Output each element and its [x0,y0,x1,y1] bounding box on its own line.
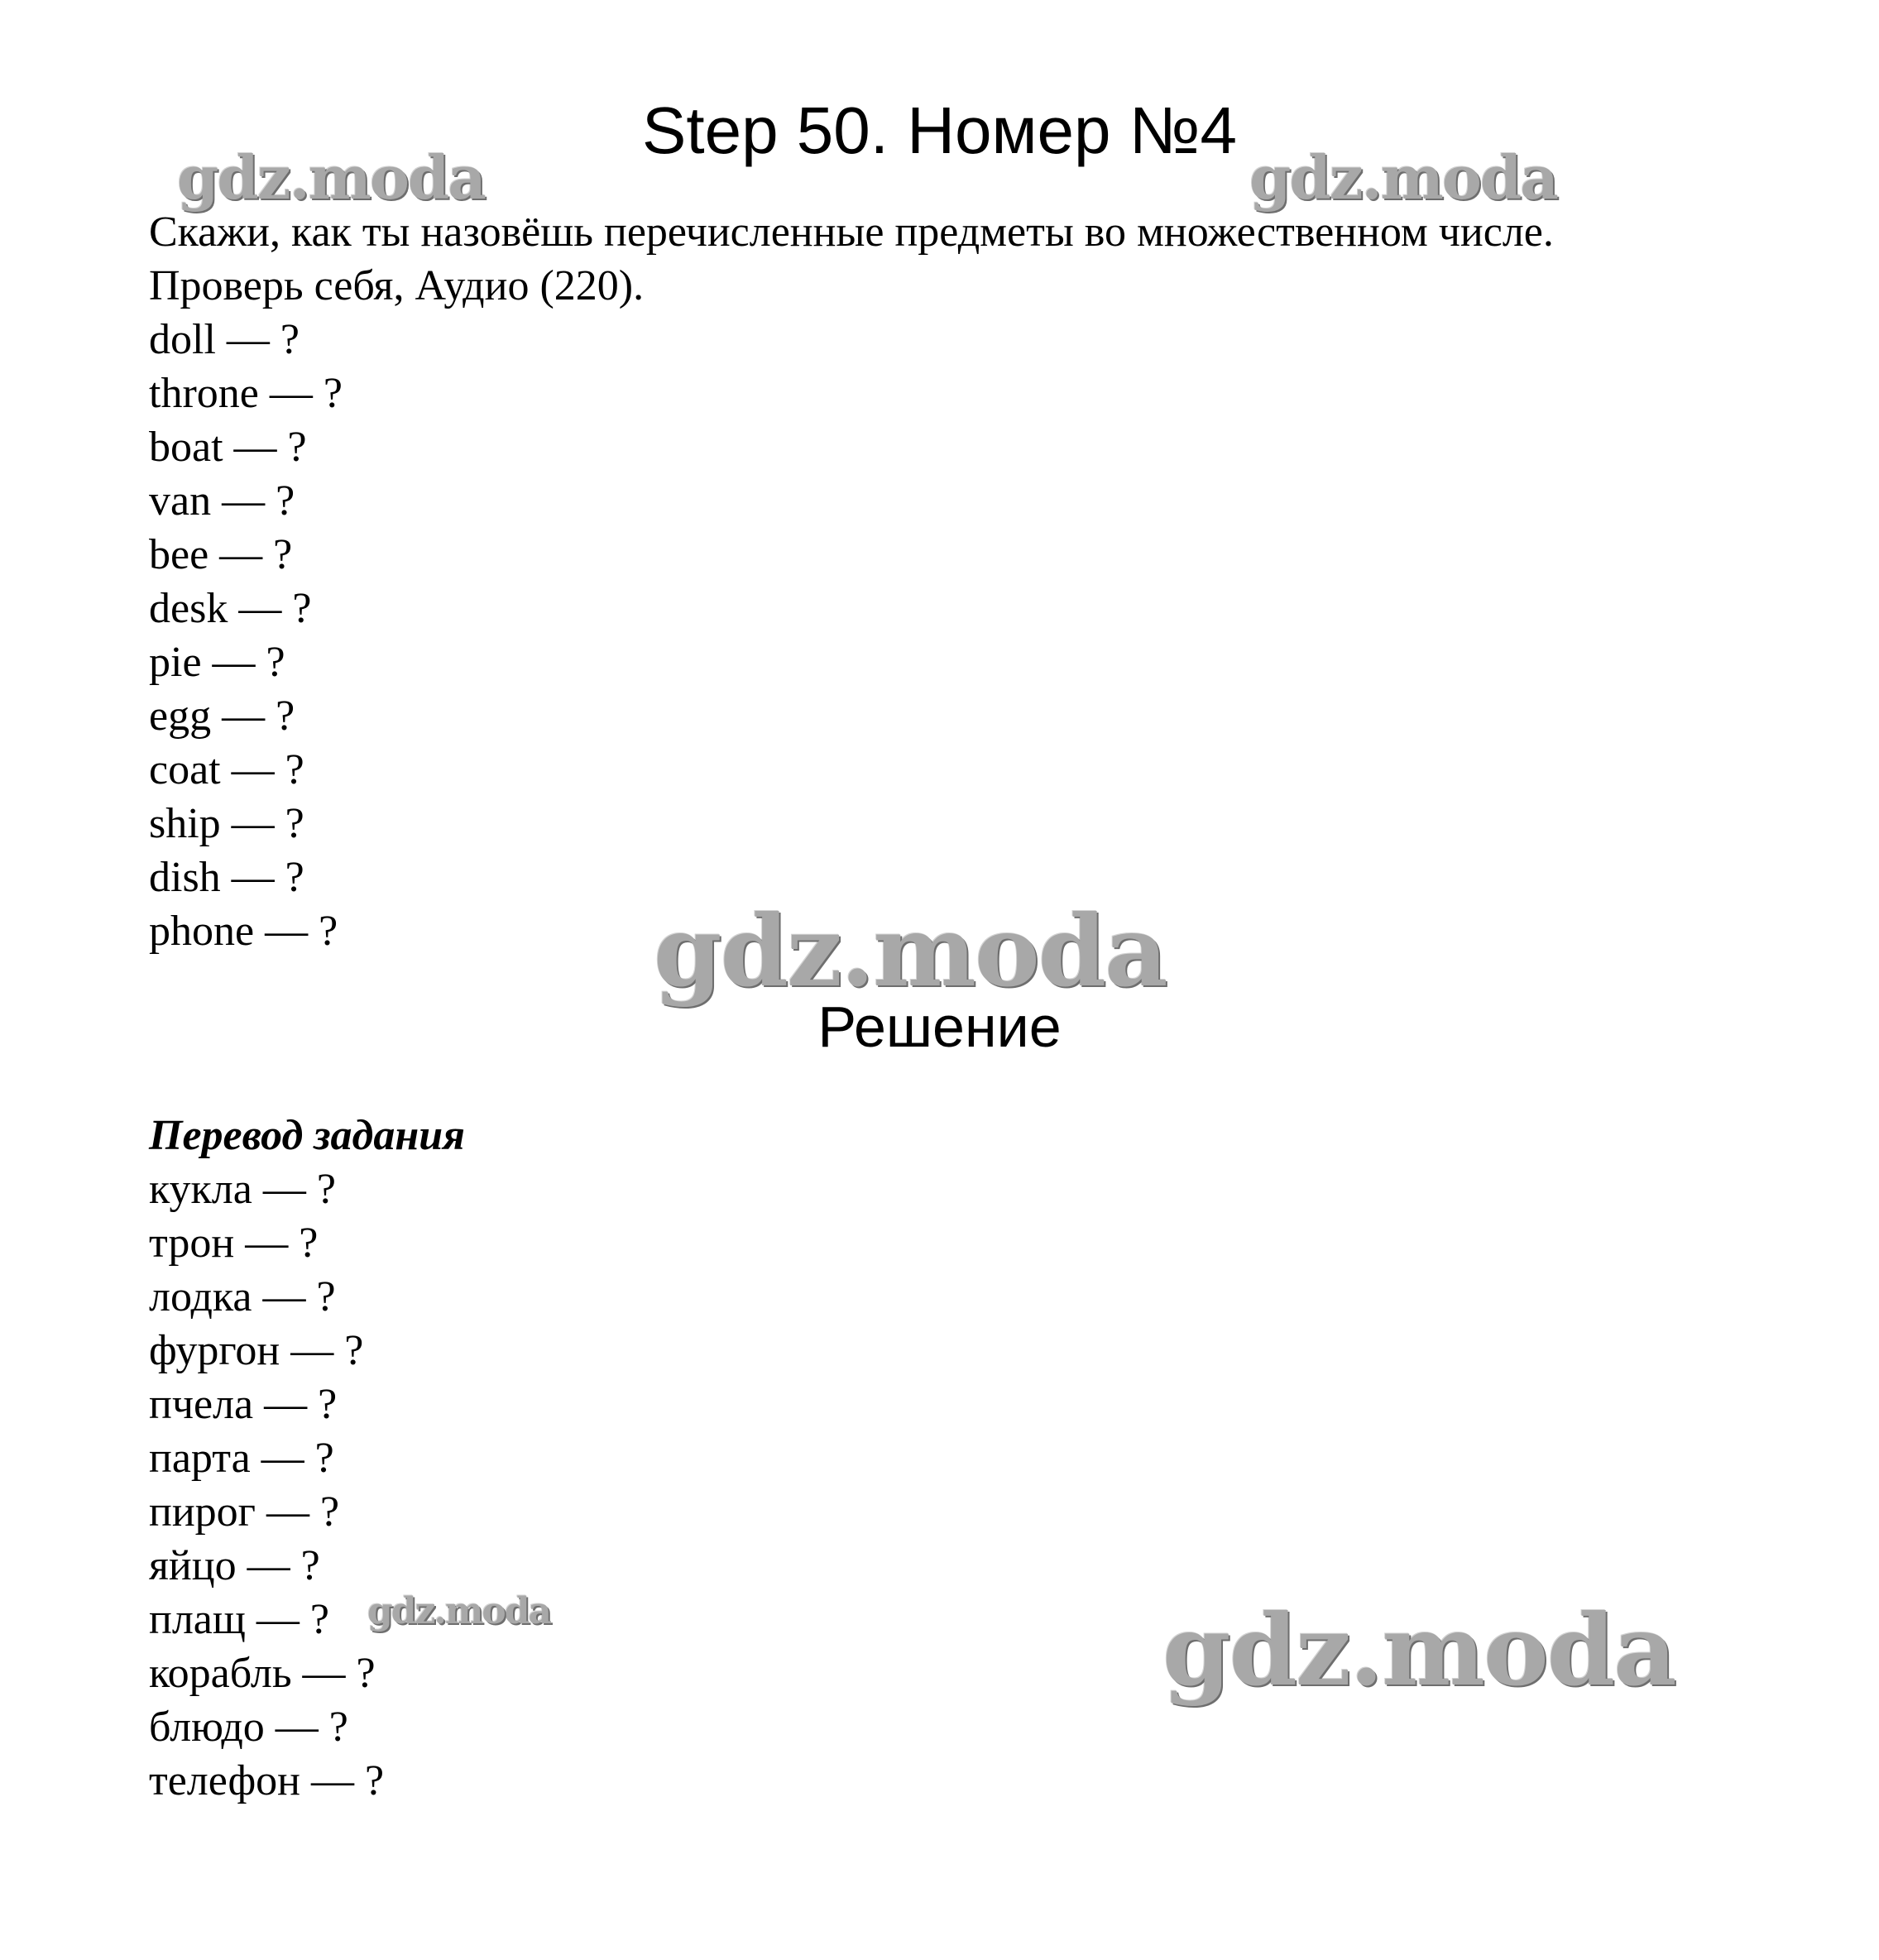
translation-item: лодка — ? [149,1273,336,1320]
task-block [149,205,1554,958]
watermark: gdz.moda [654,894,1167,1009]
translation-item: блюдо — ? [149,1704,348,1751]
translation-block [149,1109,465,1808]
word-item: coat — ? [149,746,304,793]
word-item: doll — ? [149,316,300,363]
translation-item: фургон — ? [149,1327,364,1374]
translation-item: плащ — ? [149,1596,329,1643]
translation-item: трон — ? [149,1220,319,1267]
watermark: gdz.moda [1162,1593,1675,1708]
word-item: pie — ? [149,639,285,686]
word-item: dish — ? [149,854,304,901]
word-item: throne — ? [149,370,343,417]
translation-heading: Перевод задания [149,1112,465,1159]
translation-item: телефон — ? [149,1757,385,1804]
translation-item: кукла — ? [149,1166,336,1213]
translation-item: пчела — ? [149,1381,338,1428]
watermark: gdz.moda [367,1590,551,1632]
instruction-line: Проверь себя, Аудио (220). [149,262,645,309]
word-item: phone — ? [149,908,338,955]
word-item: desk — ? [149,585,312,632]
instruction-line: Скажи, как ты назовёшь перечисленные предметы во множественном числе. [149,208,1554,256]
word-item: ship — ? [149,800,304,847]
translation-item: яйцо — ? [149,1542,320,1589]
word-item: van — ? [149,477,295,525]
page-title: Step 50. Номер №4 [641,93,1238,167]
watermark: gdz.moda [1249,142,1557,213]
word-item: boat — ? [149,424,307,471]
watermark: gdz.moda [177,142,485,213]
translation-item: корабль — ? [149,1650,376,1697]
solution-heading: Решение [817,994,1062,1059]
translation-item: пирог — ? [149,1488,340,1536]
word-item: bee — ? [149,531,293,578]
word-item: egg — ? [149,692,295,740]
translation-item: парта — ? [149,1435,334,1482]
